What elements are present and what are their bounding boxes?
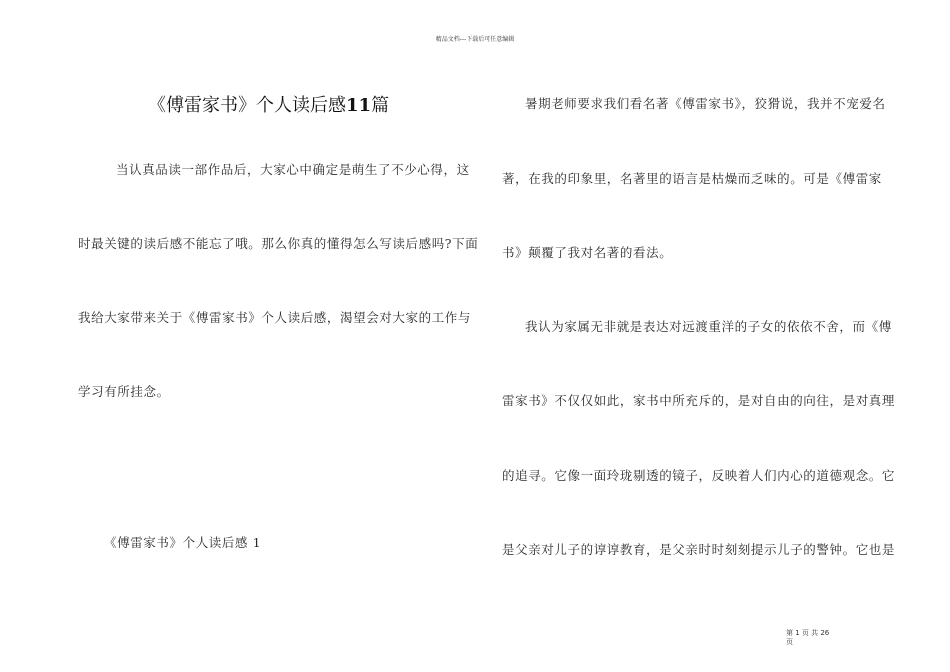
right-paragraph-line: 暑期老师要求我们看名著《傅雷家书》，狡猾说，我并不宠爱名 (525, 96, 886, 111)
section-subheading: 《傅雷家书》个人读后感 1 (104, 535, 262, 550)
title-text: 《傅雷家书》个人读后感 (148, 95, 346, 116)
right-paragraph-line: 是父亲对儿子的谆谆教育，是父亲时时刻刻提示儿子的警钟。它也是 (502, 542, 896, 557)
left-paragraph-line: 学习有所挂念。 (78, 384, 170, 399)
page-header: 精品文档---下载后可任意编辑 (435, 36, 515, 43)
document-title (148, 91, 389, 117)
left-paragraph-line: 我给大家带来关于《傅雷家书》个人读后感，渴望会对大家的工作与 (78, 310, 472, 325)
right-paragraph-line: 我认为家属无非就是表达对远渡重洋的子女的依依不舍，而《傅 (525, 319, 892, 334)
right-paragraph-line: 著，在我的印象里，名著里的语言是枯燥而乏味的。可是《傅雷家 (502, 171, 882, 186)
title-suffix: 篇 (371, 95, 390, 116)
right-paragraph-line: 雷家书》不仅仅如此，家书中所充斥的，是对自由的向往，是对真理 (502, 393, 896, 408)
right-paragraph-line: 的追寻。它像一面玲珑剔透的镜子，反映着人们内心的道德观念。它 (502, 468, 896, 483)
left-paragraph-line: 当认真品读一部作品后，大家心中确定是萌生了不少心得，这 (116, 162, 470, 177)
title-number: 11 (346, 95, 372, 116)
left-paragraph-line: 时最关键的读后感不能忘了哦。那么你真的懂得怎么写读后感吗?下面 (78, 236, 479, 251)
page-number: 第 1 页 共 26 页 (786, 629, 830, 646)
right-paragraph-line: 书》颠覆了我对名著的看法。 (502, 245, 673, 260)
